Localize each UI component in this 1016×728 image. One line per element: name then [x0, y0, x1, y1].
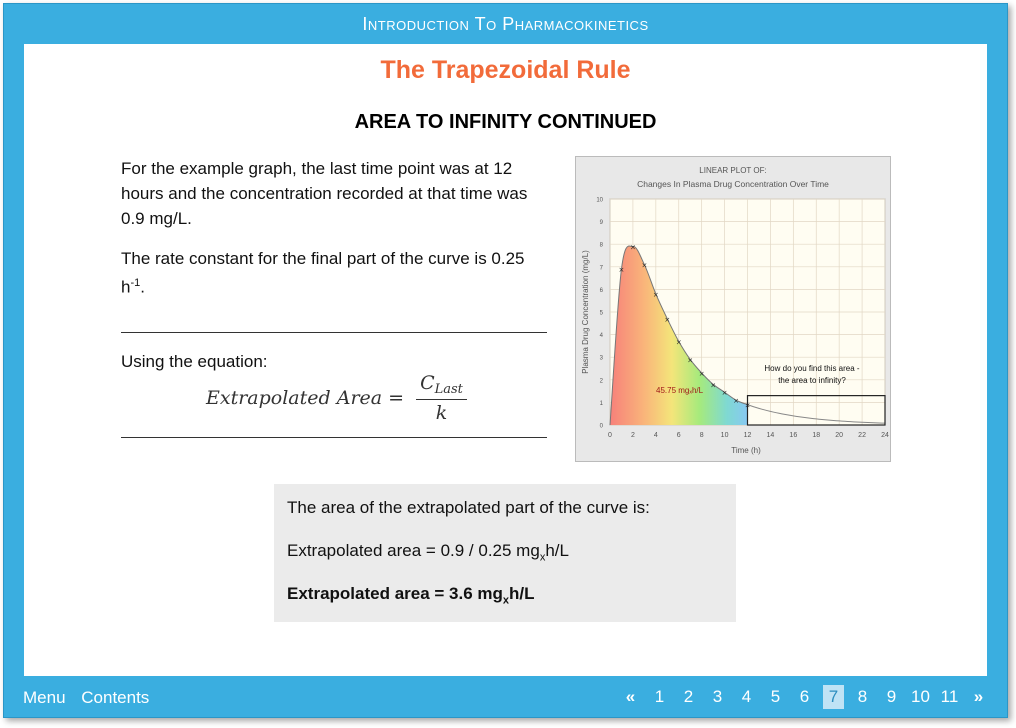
data-point-7: × — [698, 370, 705, 379]
result-callout — [274, 484, 736, 622]
annotation-line-2: the area to infinity? — [778, 376, 846, 385]
x-tick-11: 22 — [858, 432, 866, 439]
pk-chart — [576, 157, 890, 461]
page-link-2[interactable]: 2 — [683, 687, 694, 706]
equation-fraction — [416, 372, 467, 424]
rate-constant-paragraph — [121, 246, 541, 300]
data-point-9: × — [721, 389, 728, 398]
x-tick-5: 10 — [720, 432, 729, 439]
page-title: The Trapezoidal Rule — [380, 56, 631, 84]
y-tick-4: 4 — [599, 333, 603, 340]
x-tick-0: 0 — [608, 432, 612, 439]
data-point-10: × — [733, 397, 739, 406]
page-link-10[interactable]: 10 — [911, 687, 930, 706]
y-tick-10: 10 — [596, 197, 603, 204]
app-frame — [3, 3, 1008, 718]
data-point-11: × — [744, 401, 751, 410]
data-point-4: × — [664, 315, 671, 324]
callout-line-2 — [287, 541, 569, 563]
x-tick-7: 14 — [766, 432, 775, 439]
page-link-1[interactable]: 1 — [654, 687, 665, 706]
result-text: Extrapolated area = 3.6 mg — [287, 584, 503, 603]
equation-denominator: k — [435, 402, 448, 424]
result-unit: h/L — [509, 584, 535, 603]
x-tick-9: 18 — [812, 432, 821, 439]
page-link-7[interactable]: 7 — [823, 685, 844, 709]
intro-paragraph: For the example graph, the last time point was at 12 hours and the concentration recorded at that time was 0.9 mg/L. — [121, 159, 528, 228]
x-tick-labels — [608, 432, 889, 439]
y-tick-8: 8 — [599, 242, 603, 249]
y-tick-2: 2 — [599, 378, 603, 385]
x-tick-3: 6 — [676, 432, 681, 439]
x-tick-8: 16 — [789, 432, 798, 439]
divider-bottom — [121, 437, 547, 438]
page-link-6[interactable]: 6 — [799, 687, 810, 706]
data-point-0: × — [618, 266, 625, 275]
page-link-4[interactable]: 4 — [741, 687, 752, 706]
data-point-5: × — [675, 338, 682, 347]
chart-title: LINEAR PLOT OF: — [699, 166, 767, 175]
menu-link[interactable]: Menu — [23, 688, 66, 707]
rate-end: . — [140, 277, 145, 297]
page-link-9[interactable]: 9 — [886, 687, 897, 706]
data-point-8: × — [710, 381, 717, 390]
y-tick-6: 6 — [599, 287, 603, 294]
page-link-11[interactable]: 11 — [940, 687, 959, 706]
next-page-button[interactable]: » — [973, 687, 984, 706]
prev-page-button[interactable]: « — [625, 687, 636, 706]
course-header: Introduction To Pharmacokinetics — [362, 14, 649, 34]
data-point-1: × — [629, 243, 636, 252]
data-point-6: × — [687, 356, 694, 365]
x-tick-6: 12 — [743, 432, 752, 439]
pk-chart-panel — [575, 156, 891, 462]
y-tick-1: 1 — [599, 400, 603, 407]
y-tick-labels — [596, 198, 603, 430]
footer-links — [23, 688, 160, 708]
equation-numerator — [416, 372, 467, 400]
x-tick-10: 20 — [835, 432, 844, 439]
y-tick-3: 3 — [599, 355, 603, 362]
x-tick-12: 24 — [881, 432, 889, 439]
rate-exponent: -1 — [130, 277, 141, 289]
numerator-symbol: C — [420, 372, 435, 394]
area-value-label: 45.75 mgₓh/L — [656, 386, 704, 395]
callout-line-1: The area of the extrapolated part of the curve is: — [287, 498, 650, 517]
slide-content — [24, 44, 987, 676]
calc-text: Extrapolated area = 0.9 / 0.25 mg — [287, 541, 540, 560]
divider-top — [121, 332, 547, 333]
page-link-3[interactable]: 3 — [712, 687, 723, 706]
result-times: x — [502, 594, 510, 607]
x-tick-4: 8 — [699, 432, 704, 439]
section-heading: AREA TO INFINITY CONTINUED — [354, 111, 657, 133]
callout-result — [287, 584, 535, 606]
y-axis-label: Plasma Drug Concentration (mg/L) — [581, 250, 590, 374]
footer-nav — [4, 677, 1007, 717]
extrapolated-area-equation — [206, 372, 467, 424]
page-link-8[interactable]: 8 — [857, 687, 868, 706]
page-link-5[interactable]: 5 — [770, 687, 781, 706]
x-axis-label: Time (h) — [731, 446, 761, 455]
x-tick-1: 2 — [630, 432, 635, 439]
y-tick-5: 5 — [599, 310, 603, 317]
calc-times: x — [539, 551, 546, 564]
x-tick-2: 4 — [653, 432, 658, 439]
y-tick-0: 0 — [599, 423, 603, 430]
calc-unit: h/L — [545, 541, 569, 560]
equation-lhs: Extrapolated Area = — [206, 387, 405, 409]
rate-text: The rate constant for the final part of the curve is 0.25 h — [121, 249, 525, 297]
y-tick-7: 7 — [599, 265, 603, 272]
annotation-line-1: How do you find this area - — [764, 364, 860, 373]
y-tick-9: 9 — [599, 220, 603, 227]
chart-subtitle: Changes In Plasma Drug Concentration Over Time — [637, 179, 829, 189]
numerator-subscript: Last — [434, 382, 463, 397]
equation-intro: Using the equation: — [121, 352, 268, 371]
data-point-2: × — [641, 261, 648, 270]
data-point-3: × — [652, 290, 659, 299]
contents-link[interactable]: Contents — [81, 688, 150, 707]
pagination — [612, 685, 989, 709]
